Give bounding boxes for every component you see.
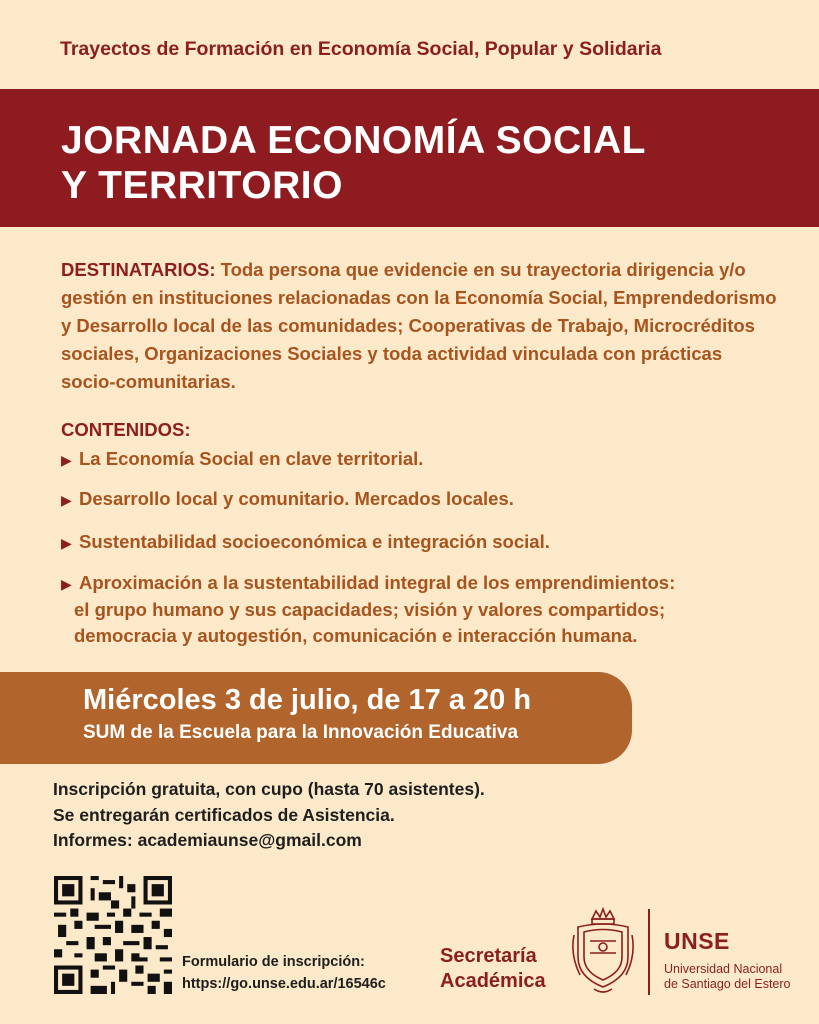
triangle-right-icon: ▶: [61, 535, 72, 551]
info-registration: Inscripción gratuita, con cupo (hasta 70 asistentes).: [53, 779, 485, 799]
contenidos-heading: CONTENIDOS:: [61, 419, 191, 440]
page-title: [61, 118, 801, 208]
info-contact: Informes: academiaunse@gmail.com: [53, 830, 362, 850]
triangle-right-icon: ▶: [61, 452, 72, 468]
event-date: Miércoles 3 de julio, de 17 a 20 h: [83, 684, 532, 716]
university-seal-icon: [570, 905, 636, 997]
title-line-1: JORNADA ECONOMÍA SOCIAL: [61, 119, 646, 162]
destinatarios-text: Toda persona que evidencie en su trayectoria dirigencia y/o gestión en instituciones relacionadas con la Economía Social, Emprendedorismo y Desarrollo local de las comunidades; Cooperativas de Trabajo, Microcréditos sociales, Organizaciones Sociales y toda actividad vinculada con prácticas socio-comunitarias.: [61, 259, 777, 392]
secretaria-academica: Secretaría Académica: [440, 945, 546, 992]
unse-logo-text: UNSE: [664, 928, 730, 954]
list-item: ▶ Desarrollo local y comunitario. Mercados locales.: [61, 486, 781, 513]
info-certificates: Se entregarán certificados de Asistencia.: [53, 805, 395, 825]
qr-code-icon[interactable]: [54, 876, 172, 994]
unse-full-name: Universidad Nacional de Santiago del Estero: [664, 962, 791, 991]
list-item: ▶ Sustentabilidad socioeconómica e integración social.: [61, 529, 781, 556]
triangle-right-icon: ▶: [61, 576, 72, 592]
destinatarios-label: DESTINATARIOS:: [61, 259, 216, 280]
title-line-2: Y TERRITORIO: [61, 164, 343, 207]
destinatarios-paragraph: [61, 256, 781, 396]
event-place: SUM de la Escuela para la Innovación Educativa: [83, 722, 519, 743]
list-item: ▶ La Economía Social en clave territorial.: [61, 446, 781, 473]
triangle-right-icon: ▶: [61, 492, 72, 508]
form-url-link[interactable]: https://go.unse.edu.ar/16546c: [182, 976, 386, 992]
divider: [648, 909, 650, 995]
subtitle: Trayectos de Formación en Economía Social, Popular y Solidaria: [60, 38, 662, 60]
form-label: Formulario de inscripción:: [182, 954, 365, 970]
list-item: ▶ Aproximación a la sustentabilidad integral de los emprendimientos: el grupo humano y sus capacidades; visión y valores compartidos; democracia y autogestión, comunicación e interacción humana.: [61, 572, 676, 646]
